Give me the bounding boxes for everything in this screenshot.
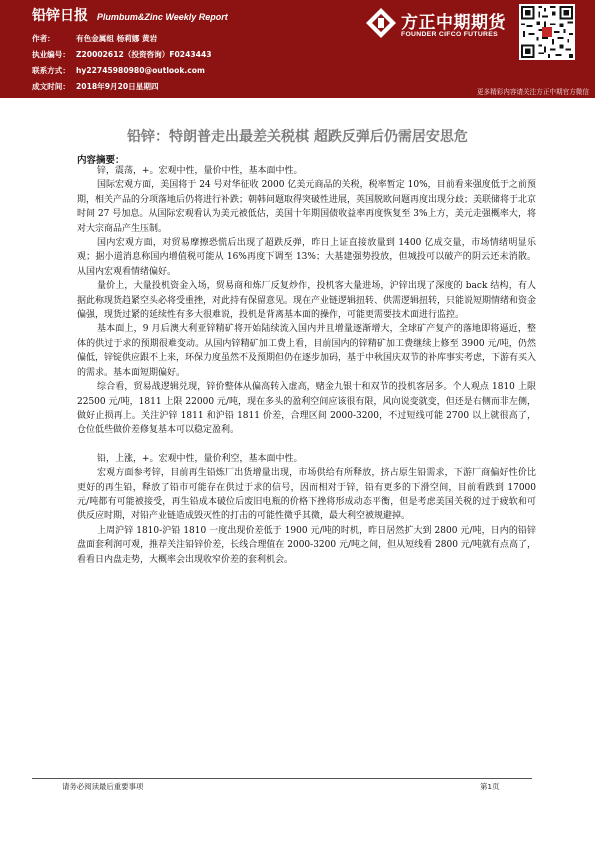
summary-label: 内容摘要：	[77, 155, 125, 166]
report-title-cn: 铅锌日报	[32, 8, 88, 24]
meta-value[interactable]: hy22745980980@outlook.com	[76, 66, 205, 75]
page-title: 铅锌：特朗普走出最差关税棋 超跌反弹后仍需居安思危	[127, 129, 468, 145]
page-number: 第1页	[480, 782, 500, 791]
qr-code-icon[interactable]	[519, 4, 575, 60]
footer-divider	[32, 778, 532, 779]
meta-author	[32, 31, 212, 47]
meta-license	[32, 47, 212, 63]
paragraph: 基本面上，9 月后澳大利亚锌精矿将开始陆续流入国内并且增量逐渐增大，全球矿产复产的落地即将逼近，整体的供过于求的预期很难变动。从国内锌精矿加工费上看，目前国内的锌精矿加工费继续上修至 3900 元/吨，仍然偏低，锌锭供应跟不上来，环保力度虽然不及预期但仍在逐步加码，基于中秋国庆双节的补库事实考虑，下游有买入的需求。基本面短期偏好。	[77, 324, 537, 378]
meta-date	[32, 79, 212, 95]
meta-key: 执业编号：	[32, 50, 70, 59]
paragraph: 综合看，贸易战逻辑兑现，锌价整体从偏高转入虚高，赌金九银十和双节的投机客居多。个人观点 1810 上限 22500 元/吨，1811 上限 22000 元/吨，现在多头的盈利空间应该很有限，风向说变就变，但还是右侧而非左侧，做好止损再上。关注沪锌 1811 和沪铅 1811 价差，合理区间 2000-3200，不过短线可能 2700 以上就很高了，仓位低些做价差修复基本可以稳定盈利。	[77, 382, 536, 436]
paragraph: 国内宏观方面，对贸易摩擦恐慌后出现了超跌反弹，昨日上证直接放量到 1400 亿成交量，市场情绪明显乐观；据小道消息称国内增值税可能从 16%再度下调至 13%；大基建强势投放，但城投可以破产的阴云还未消散。从国内宏观看情绪偏好。	[77, 238, 536, 277]
paragraph: 上周沪锌 1810-沪铅 1810 一度出现价差低于 1900 元/吨的时机，昨日居然扩大到 2800 元/吨，日内的铅锌盘面套利润可观，推荐关注铅锌价差，长线合理值在 2000-3200 元/吨之间，但从短线看 2800 元/吨就有点高了，看看日内盘走势，大概率会出现收窄价差的套利机会。	[77, 525, 536, 565]
company-logo	[365, 7, 511, 49]
meta-contact	[32, 63, 212, 79]
meta-key: 作者：	[32, 34, 55, 43]
meta-value: 有色金属组 杨莉娜 黄岩	[76, 34, 158, 43]
footer-disclaimer: 请务必阅读最后重要事项	[62, 782, 144, 791]
report-name	[32, 5, 228, 25]
report-body	[77, 164, 536, 567]
paragraph: 锌，震荡，+。宏观中性，量价中性，基本面中性。	[97, 166, 303, 176]
logo-text-cn: 方正中期期货	[401, 13, 506, 33]
paragraph: 量价上，大量投机资金入场，贸易商和炼厂反复炒作，投机客大量进场，沪锌出现了深度的 back 结构，有人据此称现货趋紧空头必将受重挫，对此持有保留意见。现在产业链逻辑扭转、供需逻辑扭转，只能说短期情绪和资金偏强，现货过紧的延续性有多大很难说，投机是背离基本面的操作，可能更需要技术面进行监控。	[77, 281, 537, 321]
meta-value: Z20002612（投资咨询）F0243443	[76, 50, 212, 59]
report-title-en: Plumbum&Zinc Weekly Report	[96, 12, 228, 22]
logo-text-en: FOUNDER CIFCO FUTURES	[401, 31, 498, 38]
meta-key: 成文时间：	[32, 82, 70, 91]
paragraph: 铅，上涨，+。宏观中性，量价利空，基本面中性。	[97, 453, 303, 464]
wechat-note: 更多精彩内容请关注方正中期官方微信	[476, 88, 589, 96]
paragraph: 宏观方面参考锌，目前再生铅炼厂出货增量出现，市场供给有所释放，挤占原生铅需求，下游厂商偏好性价比更好的再生铅，释放了铅市可能存在供过于求的信号，因而相对于锌，铅有更多的下滑空间，目前看跌到 17000 元/吨都有可能被接受，再生铅成本破位后废旧电瓶的价格下挫将形成动态平衡，但是考虑美国关税的过于疲软和可供反应时期，对铅产业链造成毁灭性的打击的可能性微乎其微，最大利空被规避掉。	[77, 468, 536, 522]
logo-mark-icon	[365, 7, 397, 39]
report-header	[0, 0, 595, 98]
author-meta	[32, 31, 212, 95]
meta-value: 2018年9月20日星期四	[76, 82, 159, 91]
meta-key: 联系方式：	[32, 66, 70, 75]
paragraph: 国际宏观方面，美国将于 24 号对华征收 2000 亿美元商品的关税，税率暂定 10%，目前看来强度低于之前预期，相关产品的分项落地后仍将进行补跌；朝韩问题取得突破性进展，英国脱欧问题再度出现分歧；美联储将于北京时间 27 号加息。从国际宏观看认为美元被低估，美国十年期国债收益率再度恢复至 3%上方，美元走强概率大，将对大宗商品产生压制。	[77, 180, 537, 234]
